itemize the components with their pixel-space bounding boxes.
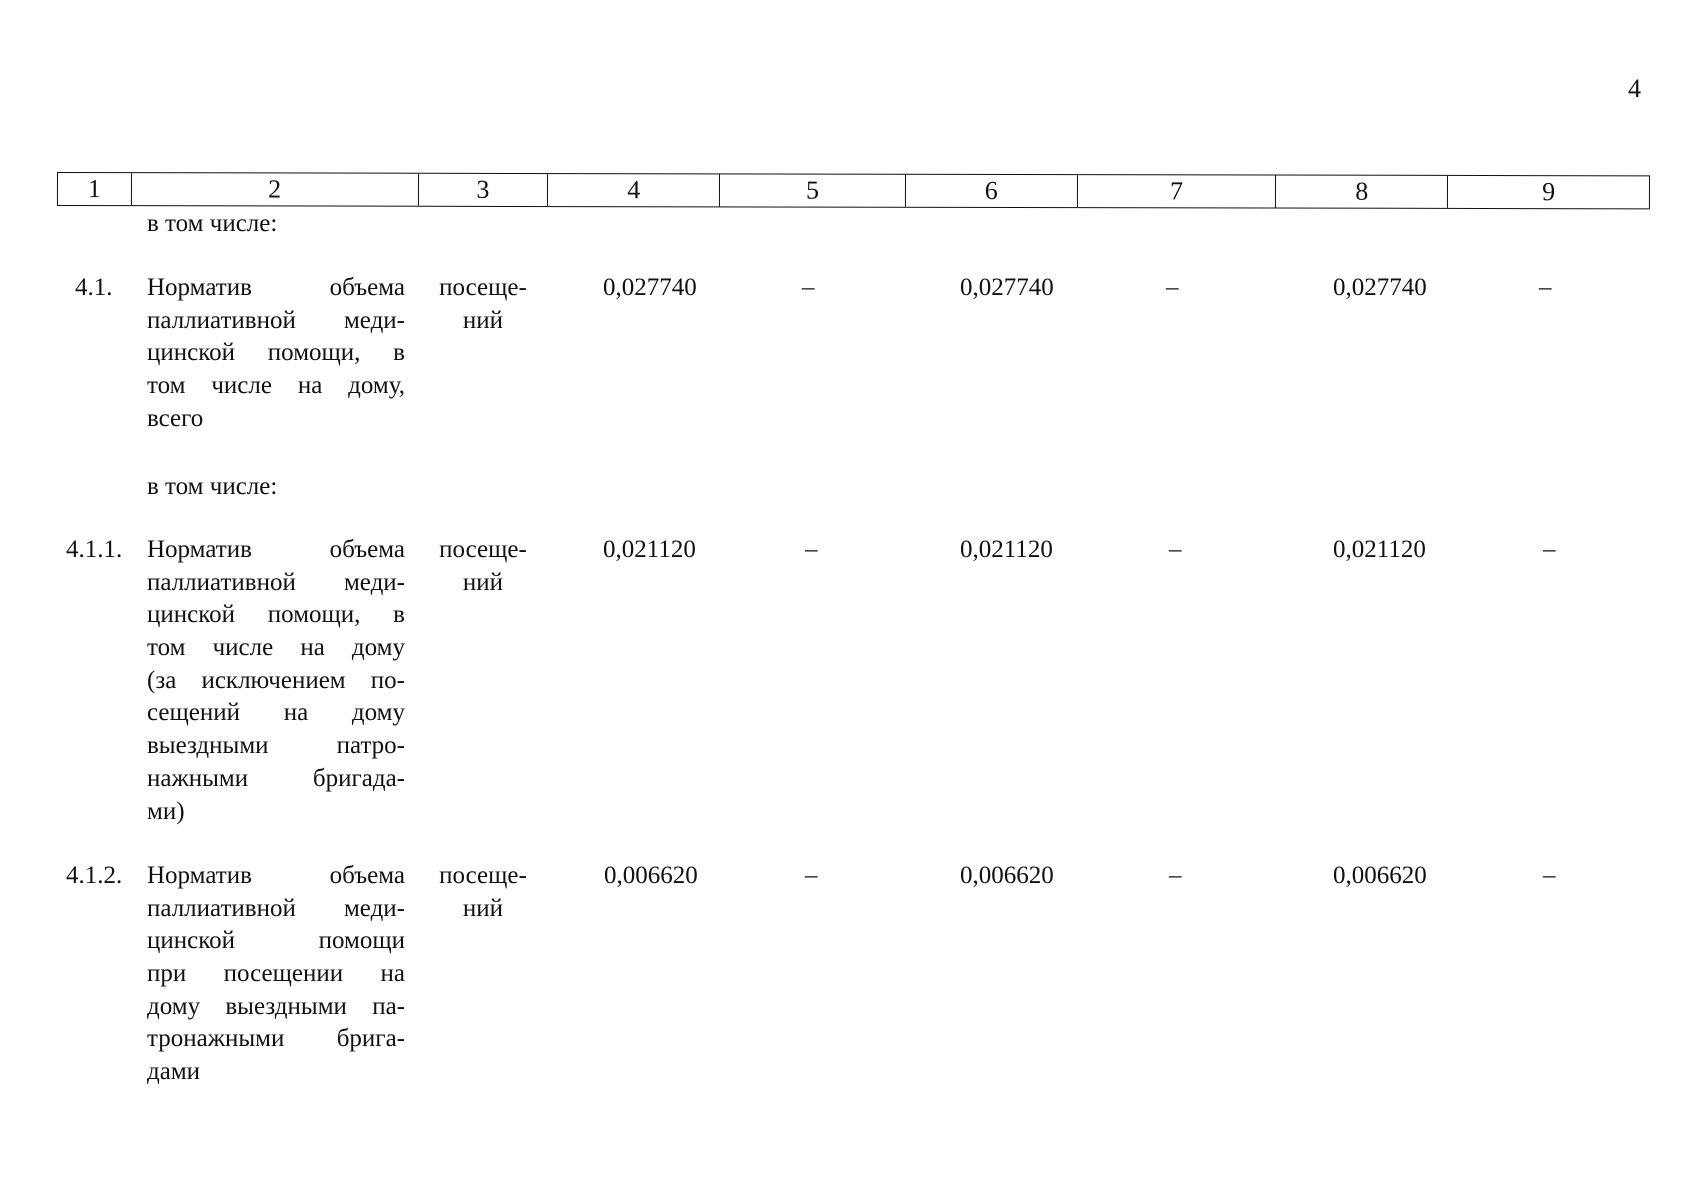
value-col8: 0,021120	[1333, 536, 1426, 563]
header-cell-6: 6	[906, 175, 1078, 207]
description-line: цинской помощи	[147, 927, 405, 955]
row-description	[147, 272, 405, 435]
value-col9: –	[1539, 274, 1552, 301]
value-col6: 0,006620	[960, 862, 1054, 889]
description-line: Норматив объема	[147, 274, 405, 301]
row-number: 4.1.2.	[66, 862, 123, 889]
unit-line: ний	[462, 894, 504, 922]
row-number: 4.1.1.	[66, 536, 123, 563]
value-col9: –	[1543, 862, 1556, 889]
description-line: Норматив объема	[147, 862, 405, 889]
row-number: 4.1.	[75, 274, 113, 301]
note-including: в том числе:	[147, 210, 278, 237]
note-including: в том числе:	[147, 473, 278, 500]
description-line: (за исключением по-	[147, 666, 405, 694]
header-cell-4: 4	[548, 174, 720, 206]
value-col4: 0,006620	[604, 862, 698, 889]
value-col4: 0,027740	[603, 274, 697, 301]
description-line: тронажными брига-	[147, 1025, 405, 1053]
row-unit	[430, 272, 536, 337]
value-col7: –	[1169, 536, 1182, 563]
description-line: дому выездными па-	[147, 992, 405, 1020]
description-line: Норматив объема	[147, 536, 405, 563]
header-cell-9: 9	[1542, 177, 1556, 207]
description-line: выездными патро-	[147, 732, 405, 760]
page-number: 4	[1628, 74, 1641, 103]
description-line: том числе на дому	[147, 634, 405, 662]
table-header-row	[57, 172, 1650, 209]
value-col9: –	[1543, 536, 1556, 563]
row-description	[147, 534, 405, 828]
header-cell-1: 1	[58, 173, 132, 205]
unit-line: посеще-	[439, 274, 527, 301]
header-cell-3: 3	[418, 174, 548, 206]
value-col8: 0,006620	[1333, 862, 1427, 889]
value-col4: 0,021120	[603, 536, 696, 563]
row-unit	[430, 534, 536, 599]
unit-line: посеще-	[439, 862, 527, 889]
value-col6: 0,027740	[960, 274, 1054, 301]
description-line: ми)	[147, 797, 185, 825]
value-col5: –	[802, 274, 815, 301]
description-line: при посещении на	[147, 960, 405, 988]
description-line: паллиативной меди-	[147, 894, 405, 922]
description-line: том числе на дому,	[147, 372, 405, 400]
unit-line: ний	[462, 568, 504, 596]
description-line: паллиативной меди-	[147, 568, 405, 596]
value-col7: –	[1169, 862, 1182, 889]
header-cell-8: 8	[1276, 176, 1448, 208]
header-cell-2: 2	[132, 173, 419, 206]
row-unit	[430, 860, 536, 925]
description-line: сещений на дому	[147, 699, 405, 727]
description-line: дами	[147, 1058, 201, 1086]
row-description	[147, 860, 405, 1089]
value-col8: 0,027740	[1333, 274, 1427, 301]
value-col5: –	[805, 536, 818, 563]
description-line: всего	[147, 404, 204, 432]
description-line: цинской помощи, в	[147, 339, 405, 367]
value-col6: 0,021120	[960, 536, 1053, 563]
value-col5: –	[805, 862, 818, 889]
unit-line: ний	[462, 306, 504, 334]
value-col7: –	[1166, 274, 1179, 301]
description-line: нажными бригада-	[147, 764, 405, 792]
description-line: паллиативной меди-	[147, 306, 405, 334]
description-line: цинской помощи, в	[147, 601, 405, 629]
header-cell-5: 5	[720, 174, 906, 206]
unit-line: посеще-	[439, 536, 527, 563]
header-cell-7: 7	[1078, 175, 1277, 207]
